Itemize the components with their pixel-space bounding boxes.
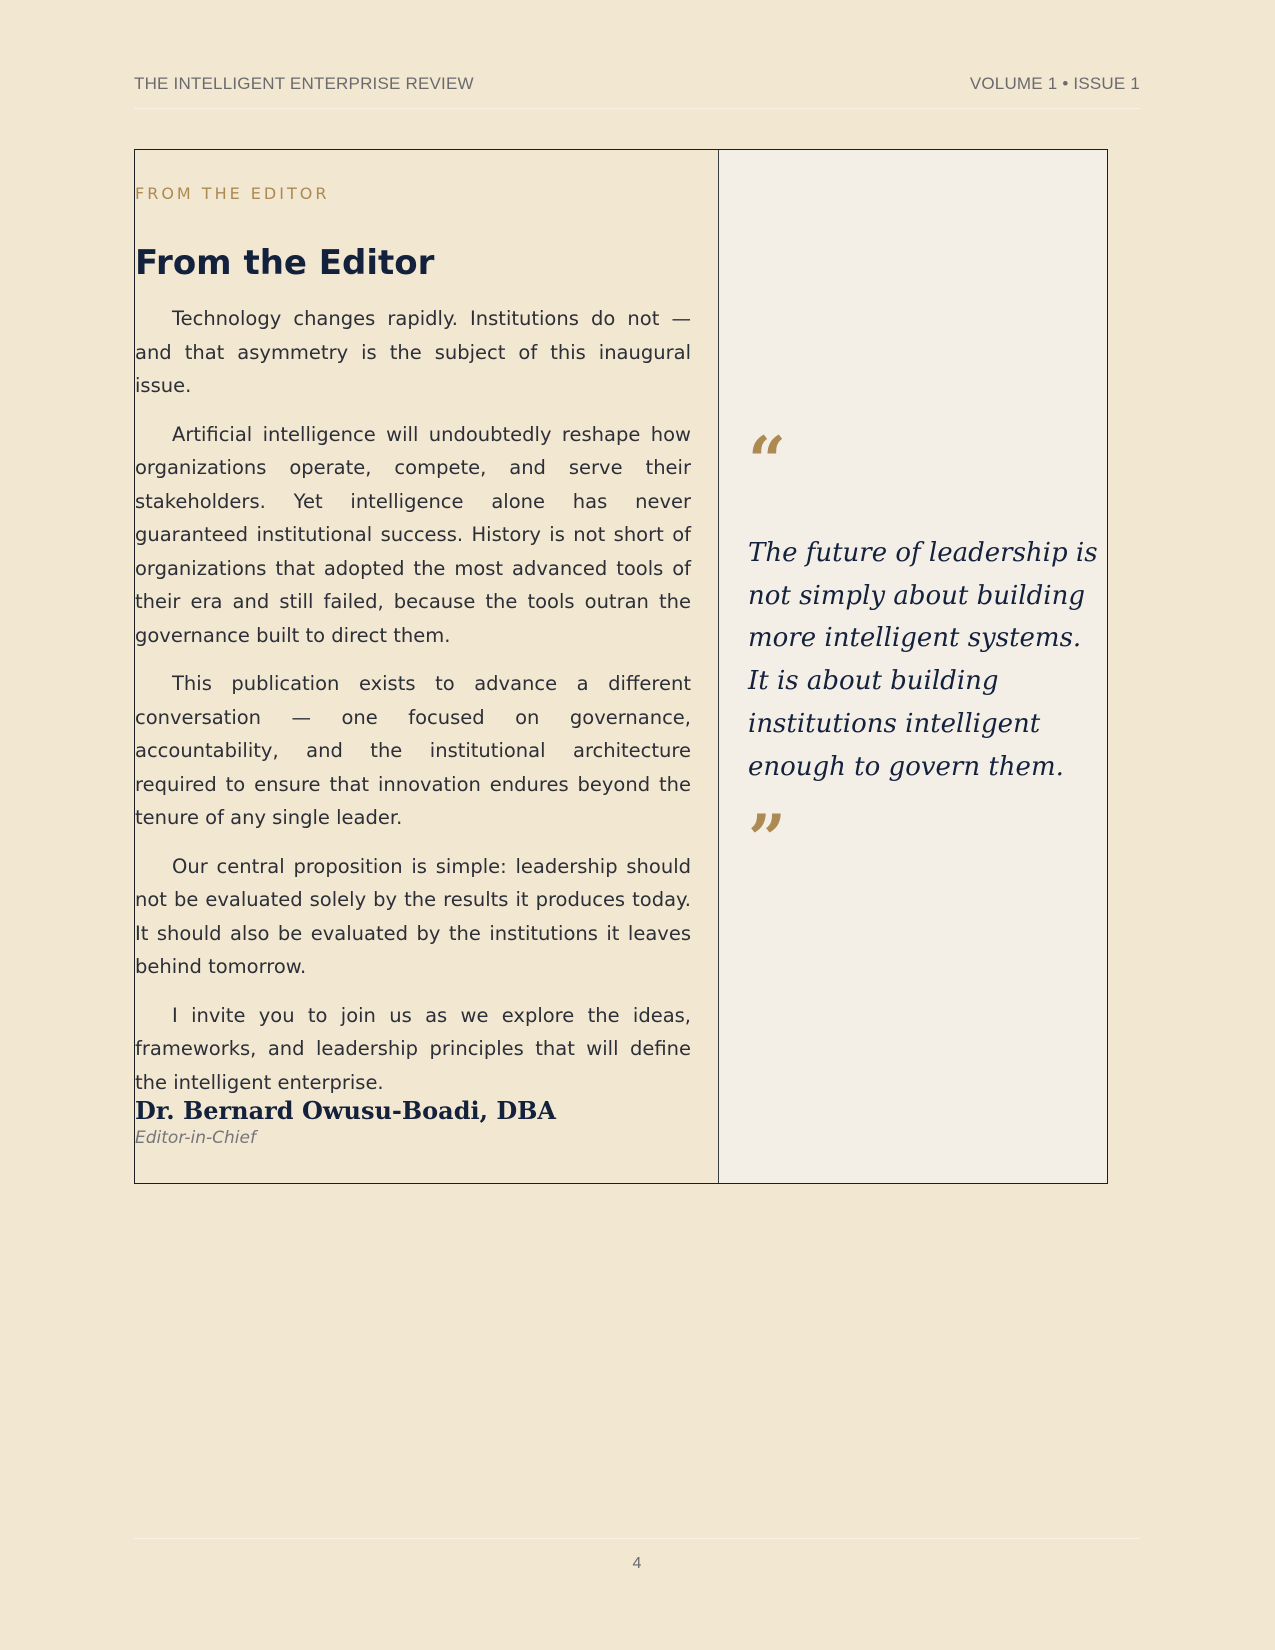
open-quote-icon: “ bbox=[748, 422, 786, 500]
close-quote-icon: ” bbox=[748, 800, 786, 878]
pull-quote-panel bbox=[719, 150, 1107, 1183]
body-paragraph: This publication exists to advance a different conversation — one focused on governance, accountability, and the institutional architecture required to ensure that innovation endures beyond the tenure of any single leader. bbox=[135, 672, 691, 829]
pull-quote-text: The future of leadership is not simply about building more intelligent systems. It is about building institutions intelligent enough to govern them. bbox=[748, 538, 1098, 782]
body-paragraph: Technology changes rapidly. Institutions do not — and that asymmetry is the subject of this inaugural issue. bbox=[135, 307, 691, 397]
issue-label: VOLUME 1 • ISSUE 1 bbox=[969, 74, 1140, 93]
publication-name: THE INTELLIGENT ENTERPRISE REVIEW bbox=[134, 74, 474, 93]
body-paragraph: Artificial intelligence will undoubtedly reshape how organizations operate, compete, and serve their stakeholders. Yet intelligence alone has never guaranteed institutional success. History is not short of organizations that adopted the most advanced tools of their era and still failed, because the tools outran the governance built to direct them. bbox=[135, 422, 691, 647]
article-title: From the Editor bbox=[135, 243, 435, 283]
body-paragraph: I invite you to join us as we explore the ideas, frameworks, and leadership principles that will define the intelligent enterprise. bbox=[135, 1003, 691, 1094]
signer-title: Editor-in-Chief bbox=[135, 1128, 256, 1148]
section-eyebrow: FROM THE EDITOR bbox=[135, 184, 330, 203]
body-paragraph: Our central proposition is simple: leadership should not be evaluated solely by the results it produces today. It should also be evaluated by the institutions it leaves behind tomorrow. bbox=[135, 854, 691, 978]
editorial-column bbox=[135, 150, 719, 1183]
running-header bbox=[134, 72, 1140, 109]
page-number: 4 bbox=[632, 1555, 642, 1572]
signature-block bbox=[135, 1096, 556, 1150]
running-footer bbox=[134, 1538, 1140, 1573]
article-body bbox=[135, 302, 691, 1114]
article-frame bbox=[134, 149, 1108, 1184]
signer-name: Dr. Bernard Owusu-Boadi, DBA bbox=[135, 1096, 557, 1125]
